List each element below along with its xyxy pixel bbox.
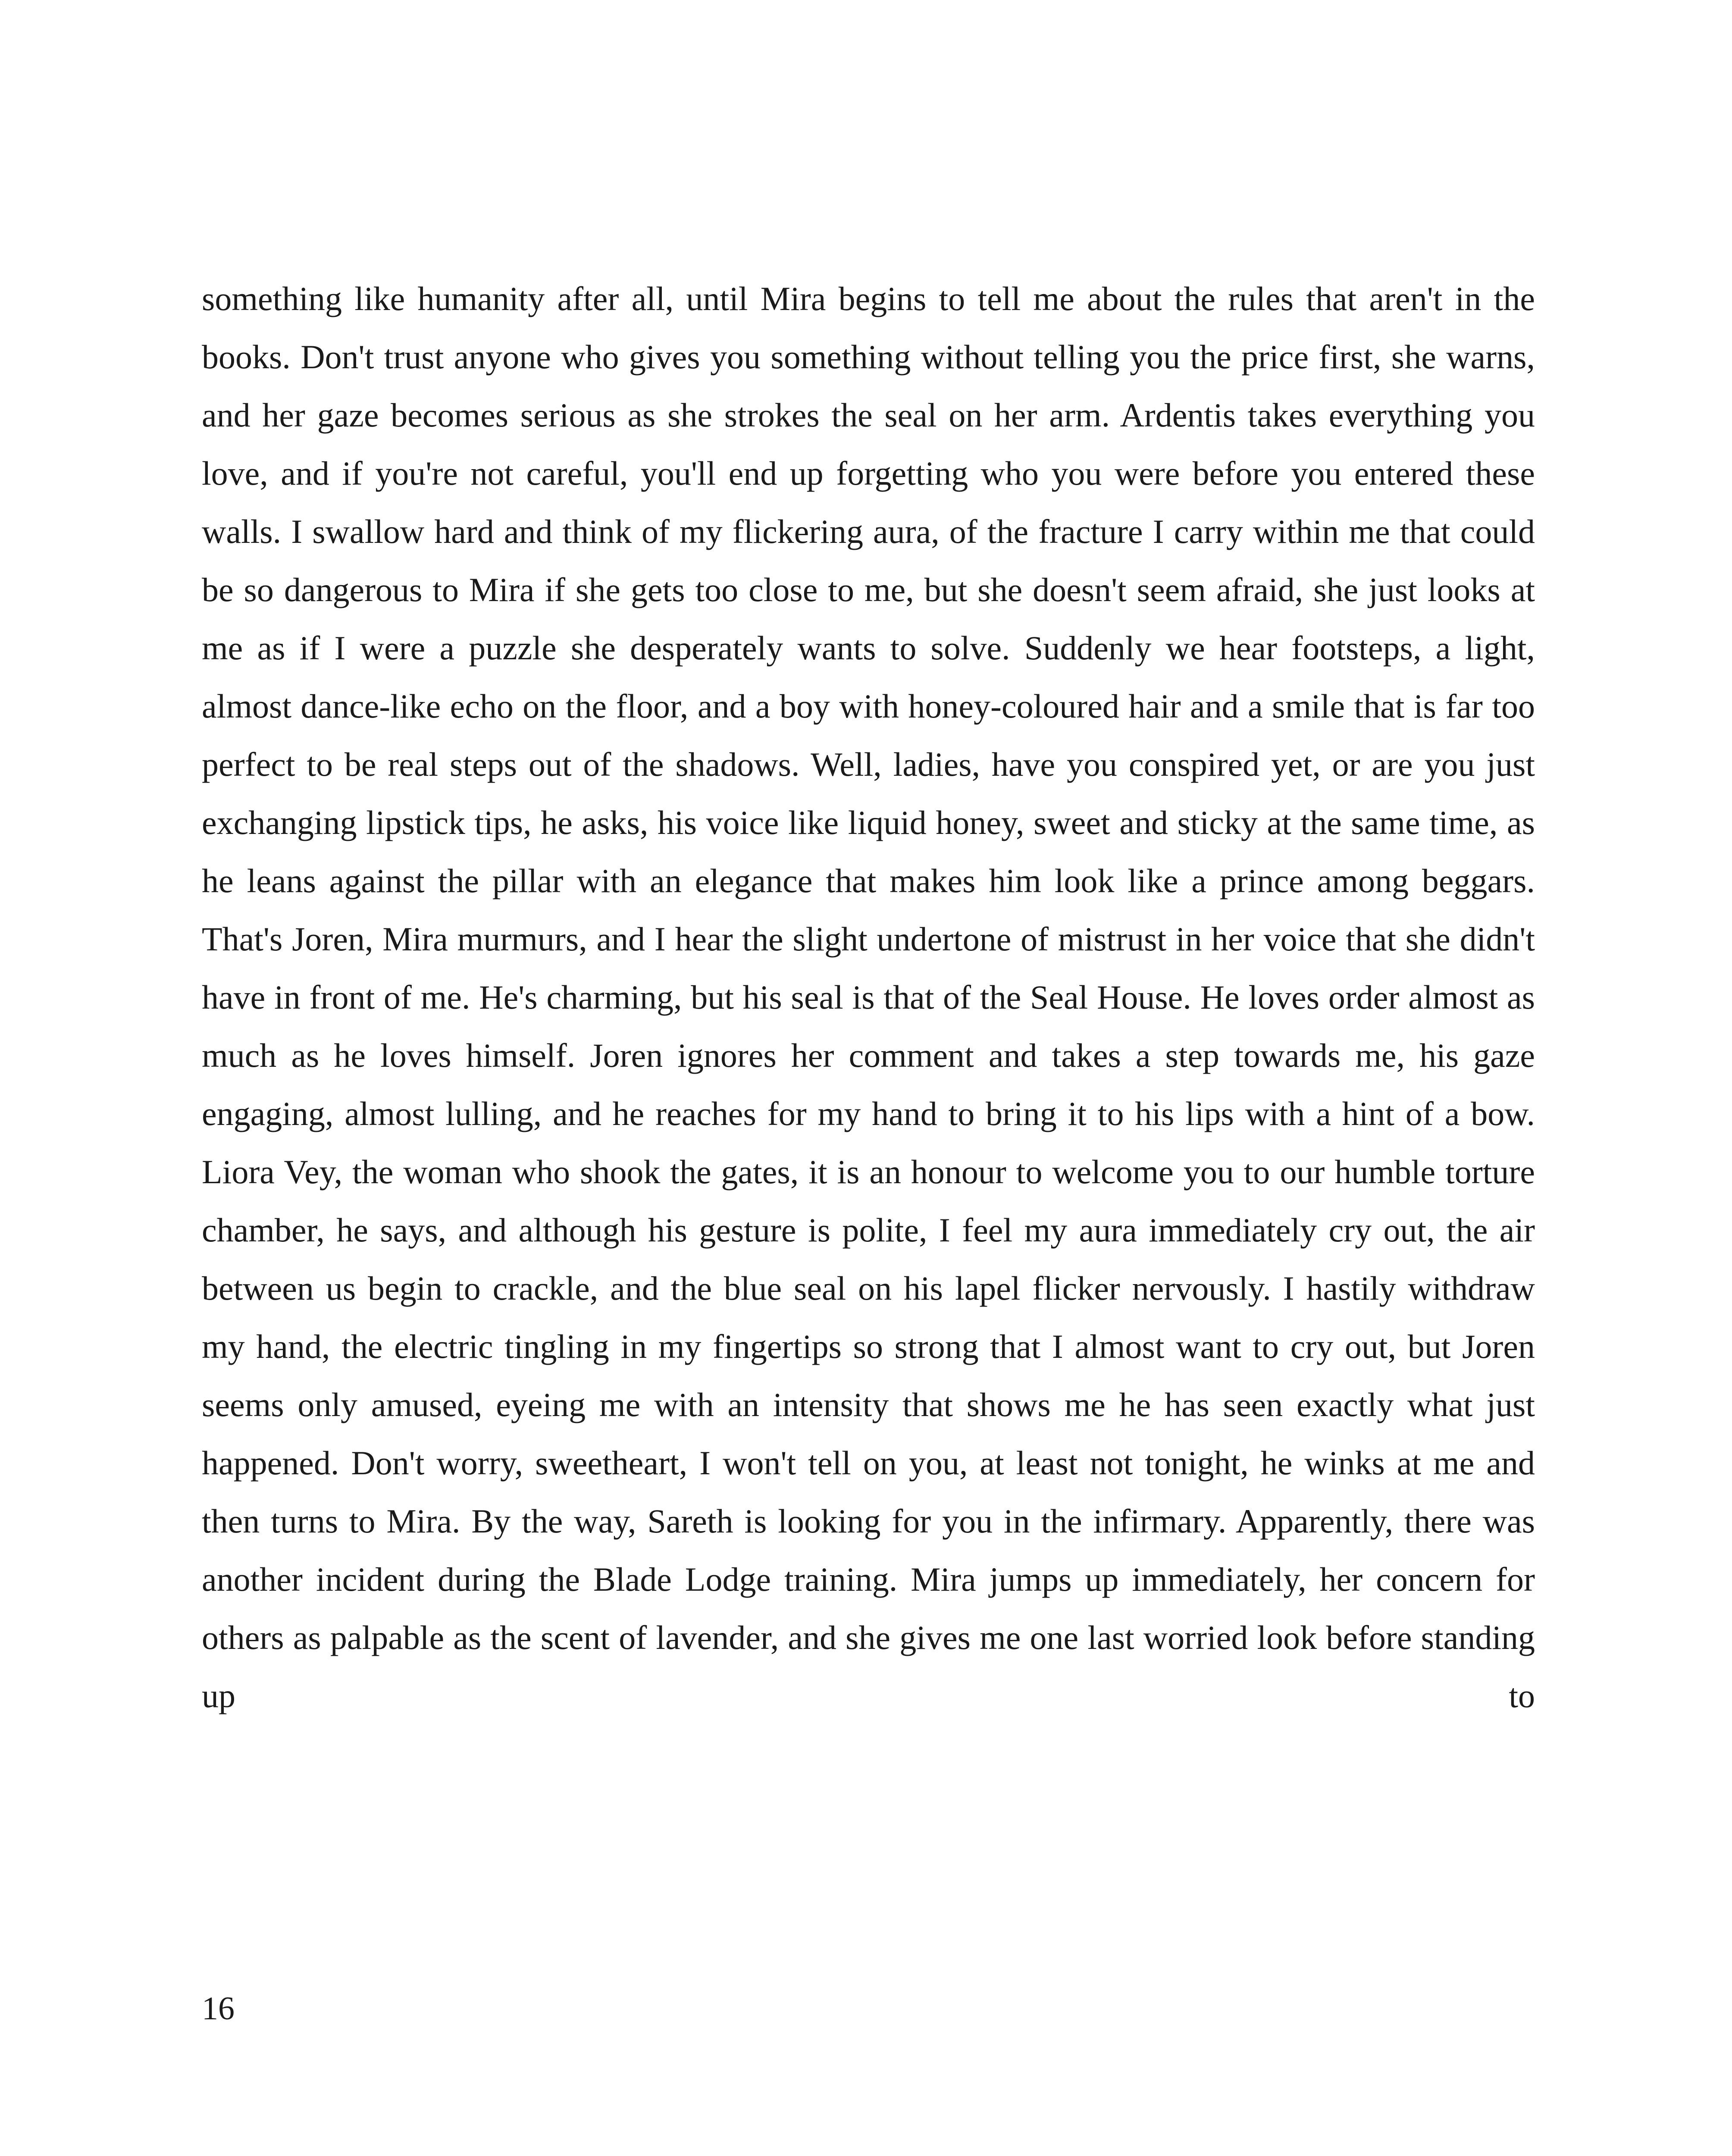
body-paragraph: something like humanity after all, until Mira begins to tell me about the rules that aren't in the books. Don't trust anyone who gives you something without telling you the price first, she warns, and her gaze becomes serious as she strokes the seal on her arm. Ardentis takes everything you love, and if you're not careful, you'll end up forgetting who you were before you entered these walls. I swallow hard and think of my flickering aura, of the fracture I carry within me that could be so dangerous to Mira if she gets too close to me, but she doesn't seem afraid, she just looks at me as if I were a puzzle she desperately wants to solve. Suddenly we hear footsteps, a light, almost dance-like echo on the floor, and a boy with honey-coloured hair and a smile that is far too perfect to be real steps out of the shadows. Well, ladies, have you conspired yet, or are you just exchanging lipstick tips, he asks, his voice like liquid honey, sweet and sticky at the same time, as he leans against the pillar with an elegance that makes him look like a prince among beggars. That's Joren, Mira murmurs, and I hear the slight undertone of mistrust in her voice that she didn't have in front of me. He's charming, but his seal is that of the Seal House. He loves order almost as much as he loves himself. Joren ignores her comment and takes a step towards me, his gaze engaging, almost lulling, and he reaches for my hand to bring it to his lips with a hint of a bow. Liora Vey, the woman who shook the gates, it is an honour to welcome you to our humble torture chamber, he says, and although his gesture is polite, I feel my aura immediately cry out, the air between us begin to crackle, and the blue seal on his lapel flicker nervously. I hastily withdraw my hand, the electric tingling in my fingertips so strong that I almost want to cry out, but Joren seems only amused, eyeing me with an intensity that shows me he has seen exactly what just happened. Don't worry, sweetheart, I won't tell on you, at least not tonight, he winks at me and then turns to Mira. By the way, Sareth is looking for you in the infirmary. Apparently, there was another incident during the Blade Lodge training. Mira jumps up immediately, her concern for others as palpable as the scent of lavender, and she gives me one last worried look before standing up to [202, 280, 1535, 1714]
page-number: 16 [202, 1990, 235, 2027]
